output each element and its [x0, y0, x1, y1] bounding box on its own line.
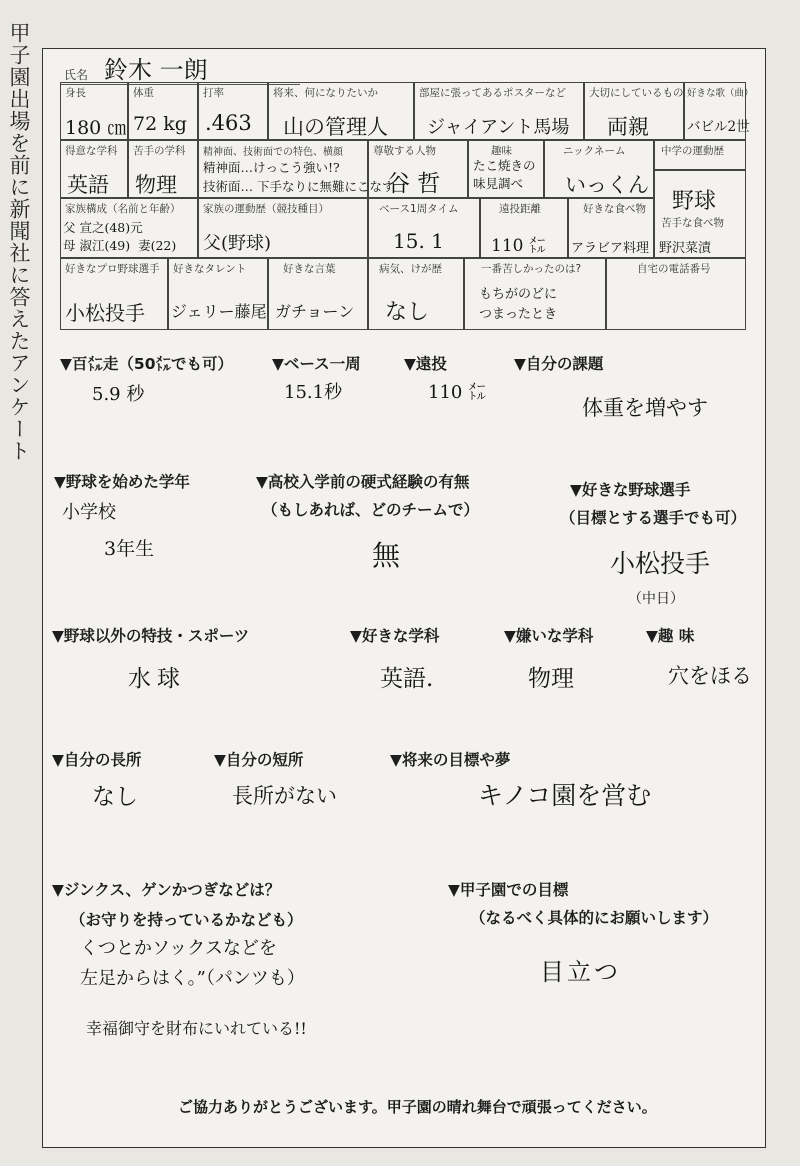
fav-pro-player-value: 小松投手: [65, 301, 145, 325]
q-dream-label: ▼将来の目標や夢: [390, 751, 511, 769]
q-fav-player-label: ▼好きな野球選手: [570, 481, 691, 499]
q-fav-player-value: 小松投手: [610, 549, 711, 578]
q-start-value1: 小学校: [62, 502, 116, 523]
q-hobby-label: ▼趣 味: [646, 627, 695, 645]
q-jinx-line1: くつとかソックスなどを: [80, 938, 277, 959]
q-dash-value: 5.9 秒: [92, 384, 145, 405]
cell-phone: 自宅の電話番号: [606, 258, 746, 330]
q-hard-label2: （もしあれば、どのチームで）: [262, 501, 480, 519]
q-weakness-label: ▼自分の短所: [214, 751, 304, 769]
q-sports-label: ▼野球以外の特技・スポーツ: [52, 627, 250, 645]
q-dislike-sub-label: ▼嫌いな学科: [504, 627, 594, 645]
q-lap-value: 15.1秒: [284, 382, 343, 403]
height-value: 180 ㎝: [65, 117, 127, 139]
cell-fav-song: 好きな歌（曲） バビル2世: [684, 82, 746, 140]
fav-words-value: ガチョーン: [275, 302, 355, 321]
hobby-value: たこ焼きの 味見調べ: [473, 158, 536, 191]
q-throw-value: 110 ㍍: [428, 382, 487, 403]
base-lap-value: 15. 1: [393, 229, 444, 253]
family-value: 父 宣之(48)元 母 淑江(49) 妻(22): [63, 220, 177, 253]
future-value: 山の管理人: [283, 115, 388, 139]
hardest-value: もちがのどに つまったとき: [479, 287, 558, 322]
cell-family: 家族構成（名前と年齢） 父 宣之(48)元 母 淑江(49) 妻(22): [60, 198, 198, 258]
good-subject-value: 英語: [67, 173, 109, 197]
q-sports-value: 水球: [128, 666, 186, 692]
cell-traits: 精神面、技術面での特色、横顔 精神面…けっこう強い!? 技術面… 下手なりに無難にこなす: [198, 140, 368, 198]
q-dislike-sub-value: 物理: [528, 666, 574, 692]
cell-future: 将来、何になりたいか 山の管理人: [268, 82, 414, 140]
q-goal-label: ▼甲子園での目標: [448, 881, 569, 899]
cell-disliked-food: 苦手な食べ物 野沢菜漬: [654, 170, 746, 258]
name-value: 鈴木 一朗: [104, 56, 208, 84]
q-dash-label: ▼百㍍走（50㍍でも可）: [60, 355, 233, 373]
cell-height: 身長 180 ㎝: [60, 82, 128, 140]
cell-poster: 部屋に張ってあるポスターなど ジャイアント馬場: [414, 82, 584, 140]
cell-hobby: 趣味 たこ焼きの 味見調べ: [468, 140, 544, 198]
q-throw-label: ▼遠投: [404, 355, 447, 373]
batting-avg-value: .463: [205, 111, 252, 135]
weight-value: 72 kg: [133, 113, 187, 135]
weak-subject-value: 物理: [135, 173, 177, 197]
treasure-value: 両親: [607, 115, 649, 139]
q-jinx-line3: 幸福御守を財布にいれている!!: [86, 1019, 307, 1038]
q-lap-label: ▼ベース一周: [272, 355, 361, 373]
q-issue-value: 体重を増やす: [582, 396, 708, 420]
respected-person-value: 谷 哲: [387, 171, 441, 197]
cell-junior-sports: 中学の運動歴: [654, 140, 746, 170]
cell-treasure: 大切にしているもの 両親: [584, 82, 684, 140]
fav-song-value: バビル2世: [687, 119, 750, 135]
nickname-value: いっくん: [565, 173, 649, 197]
fav-talent-value: ジェリー藤尾: [171, 302, 267, 321]
q-hobby-value: 穴をほる: [668, 664, 752, 688]
q-jinx-line2: 左足からはく。”（パンツも）: [80, 968, 305, 989]
profile-table: [52, 52, 754, 338]
q-goal-value: 目立つ: [540, 958, 621, 986]
cell-batting-avg: 打率 .463: [198, 82, 268, 140]
fav-food-value: アラビア料理: [571, 241, 650, 256]
cell-fav-talent: 好きなタレント ジェリー藤尾: [168, 258, 268, 330]
long-throw-value: 110 ㍍: [491, 236, 546, 256]
cell-long-throw: 遠投距離 110 ㍍: [480, 198, 568, 258]
survey-title: 甲子園出場を前に新聞社に答えたアンケート: [7, 22, 31, 462]
cell-nickname: ニックネーム いっくん: [544, 140, 654, 198]
cell-fav-pro-player: 好きなプロ野球選手 小松投手: [60, 258, 168, 330]
q-like-sub-label: ▼好きな学科: [350, 627, 440, 645]
q-jinx-label: ▼ジンクス、ゲンかつぎなどは？: [52, 881, 281, 899]
cell-illness: 病気、けが歴 なし: [368, 258, 464, 330]
cell-base-lap: ベース1周タイム 15. 1: [368, 198, 480, 258]
cell-fav-words: 好きな言葉 ガチョーン: [268, 258, 368, 330]
q-strength-label: ▼自分の長所: [52, 751, 142, 769]
cell-hardest: 一番苦しかったのは? もちがのどに つまったとき: [464, 258, 606, 330]
cell-weight: 体重 72 kg: [128, 82, 198, 140]
cell-family-sports: 家族の運動歴（競技種目） 父(野球): [198, 198, 368, 258]
q-strength-value: なし: [92, 784, 138, 810]
cell-good-subject: 得意な学科 英語: [60, 140, 128, 198]
cell-weak-subject: 苦手の学科 物理: [128, 140, 198, 198]
q-issue-label: ▼自分の課題: [514, 355, 604, 373]
q-start-value2: 3年生: [104, 538, 155, 560]
q-fav-player-value2: （中日）: [628, 591, 684, 607]
cell-fav-food: 好きな食べ物 アラビア料理: [568, 198, 654, 258]
cell-respected-person: 尊敬する人物 谷 哲: [368, 140, 468, 198]
q-weakness-value: 長所がない: [232, 784, 337, 808]
family-sports-value: 父(野球): [203, 233, 272, 254]
q-fav-player-label2: （目標とする選手でも可）: [560, 509, 747, 527]
q-hard-value: 無: [372, 539, 401, 572]
disliked-food-value: 野沢菜漬: [659, 241, 712, 256]
q-goal-label2: （なるべく具体的にお願いします）: [470, 909, 719, 927]
q-dream-value: キノコ園を営む: [478, 781, 652, 810]
q-like-sub-value: 英語.: [380, 666, 434, 692]
name-label: 氏名: [64, 68, 89, 82]
illness-value: なし: [385, 300, 430, 325]
q-jinx-label2: （お守りを持っているかなども）: [70, 911, 303, 929]
poster-value: ジャイアント馬場: [427, 117, 570, 138]
junior-sports-value: 野球: [672, 189, 717, 214]
q-start-label: ▼野球を始めた学年: [54, 473, 190, 491]
thanks-note: ご協力ありがとうございます。甲子園の晴れ舞台で頑張ってください。: [178, 1098, 657, 1116]
q-hard-label: ▼高校入学前の硬式経験の有無: [256, 473, 470, 491]
traits-value: 精神面…けっこう強い!? 技術面… 下手なりに無難にこなす: [203, 160, 395, 194]
